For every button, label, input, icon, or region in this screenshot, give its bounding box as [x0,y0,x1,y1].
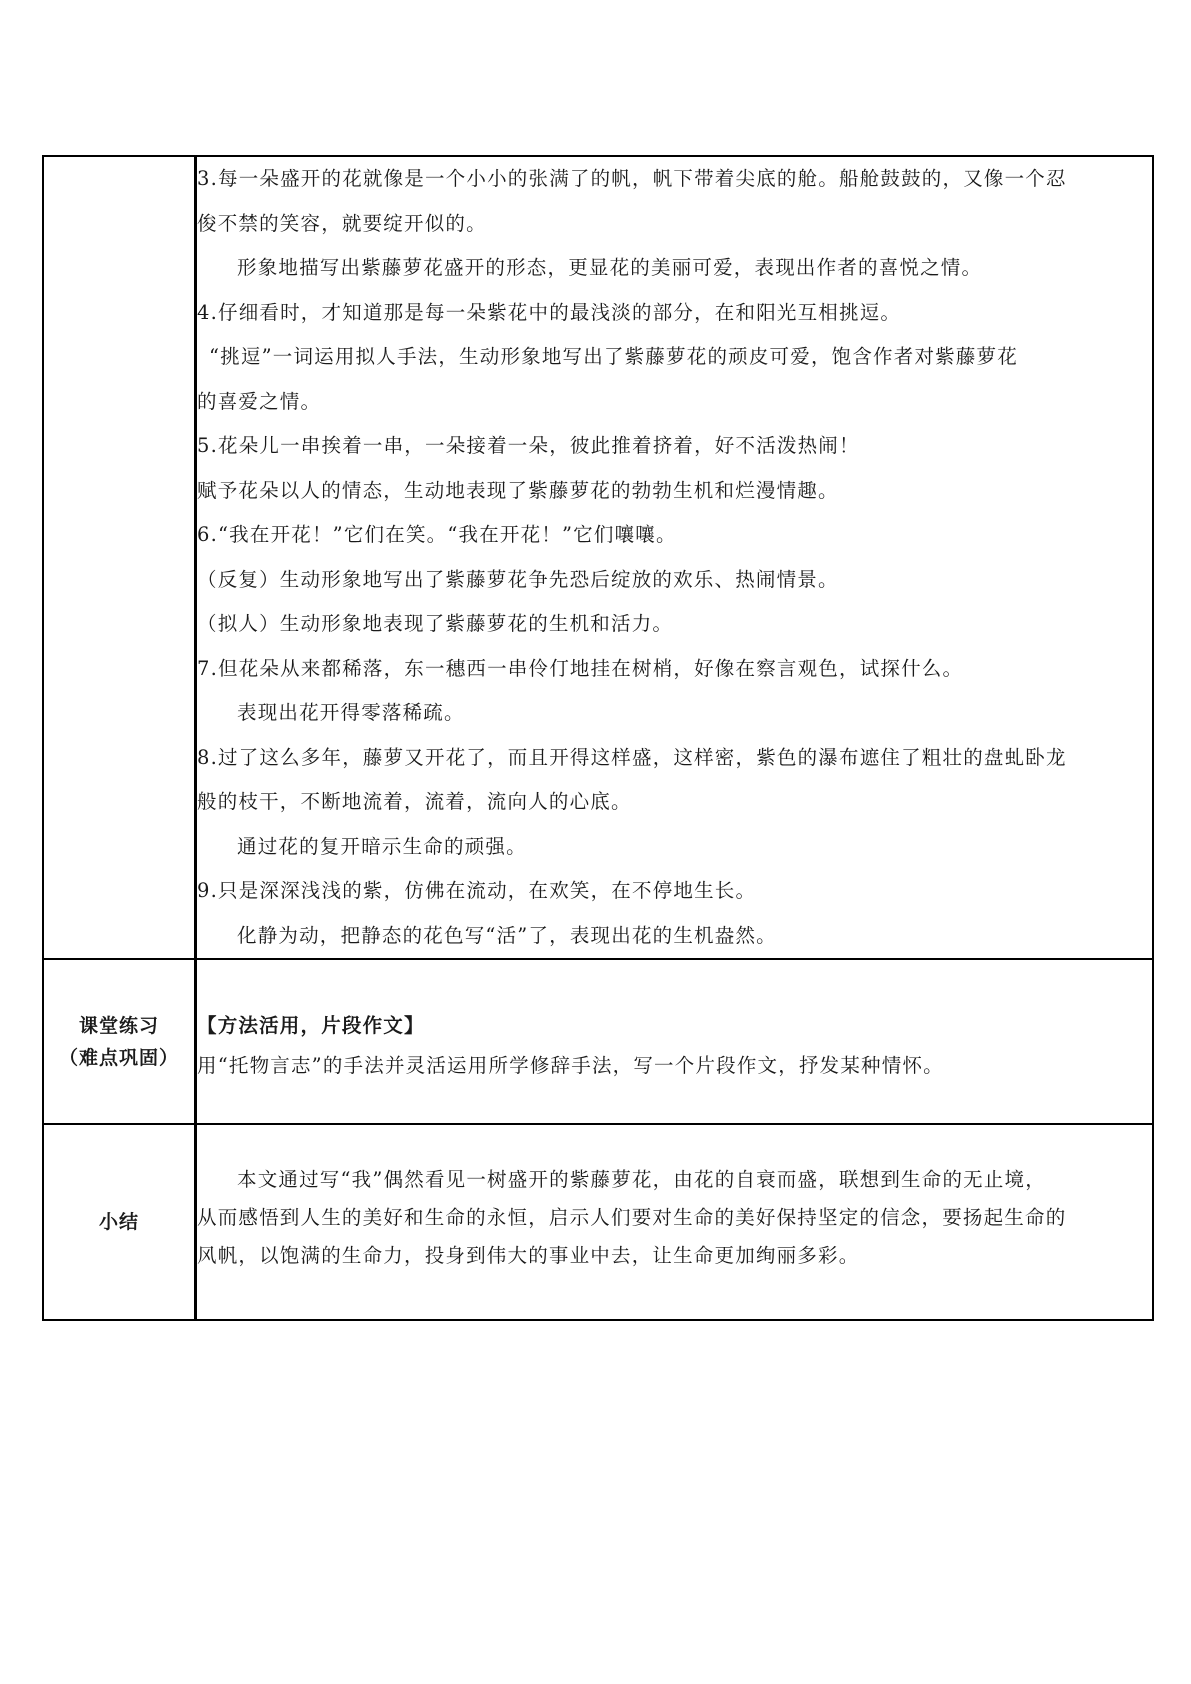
analysis-line: 赋予花朵以人的情态，生动地表现了紫藤萝花的勃勃生机和烂漫情趣。 [197,478,839,502]
analysis-line: 9.只是深深浅浅的紫，仿佛在流动，在欢笑，在不停地生长。 [197,879,757,902]
analysis-line: 3.每一朵盛开的花就像是一个小小的张满了的帆，帆下带着尖底的舱。船舱鼓鼓的，又像一个忍 [197,167,1067,190]
analysis-label-cell [43,156,196,959]
practice-row [43,959,1153,1124]
summary-content-cell [196,1124,1154,1320]
summary-lines [197,1125,1152,1275]
practice-label-line2: （难点巩固） [58,1046,179,1069]
practice-label-line1: 课堂练习 [78,1014,159,1037]
practice-heading: 【方法活用，片段作文】 [197,1014,425,1037]
analysis-line: （拟人）生动形象地表现了紫藤萝花的生机和活力。 [197,612,674,635]
analysis-line: 般的枝干，不断地流着，流着，流向人的心底。 [197,790,632,813]
analysis-line: 5.花朵儿一串挨着一串，一朵接着一朵，彼此推着挤着，好不活泼热闹！ [197,434,860,457]
analysis-lines [197,157,1152,958]
analysis-content-cell [196,156,1154,959]
analysis-line: 通过花的复开暗示生命的顽强。 [237,834,527,858]
practice-content-cell [196,959,1154,1124]
summary-line: 本文通过写“我”偶然看见一树盛开的紫藤萝花，由花的自衰而盛，联想到生命的无止境， [237,1168,1046,1191]
analysis-line: 形象地描写出紫藤萝花盛开的形态，更显花的美丽可爱，表现出作者的喜悦之情。 [237,256,983,279]
analysis-row [43,156,1153,959]
practice-body: 用“托物言志”的手法并灵活运用所学修辞手法，写一个片段作文，抒发某种情怀。 [197,1054,944,1077]
analysis-line: 表现出花开得零落稀疏。 [237,701,465,724]
analysis-line: 7.但花朵从来都稀落，东一穗西一串伶仃地挂在树梢，好像在察言观色，试探什么。 [197,656,964,680]
analysis-line: 6.“我在开花！”它们在笑。“我在开花！”它们嚷嚷。 [197,523,677,546]
analysis-line: “挑逗”一词运用拟人手法，生动形象地写出了紫藤萝花的顽皮可爱，饱含作者对紫藤萝花 [209,345,1018,368]
analysis-line: 俊不禁的笑容，就要绽开似的。 [197,211,487,235]
summary-label-cell [43,1124,196,1320]
practice-label-cell [43,959,196,1124]
lesson-table [42,155,1154,1321]
summary-row [43,1124,1153,1320]
summary-line: 风帆，以饱满的生命力，投身到伟大的事业中去，让生命更加绚丽多彩。 [197,1244,860,1267]
analysis-line: 化静为动，把静态的花色写“活”了，表现出花的生机盎然。 [237,923,777,947]
analysis-line: 8.过了这么多年，藤萝又开花了，而且开得这样盛，这样密，紫色的瀑布遮住了粗壮的盘虬卧龙 [197,745,1067,769]
analysis-line: （反复）生动形象地写出了紫藤萝花争先恐后绽放的欢乐、热闹情景。 [197,567,839,591]
analysis-line: 4.仔细看时，才知道那是每一朵紫花中的最浅淡的部分，在和阳光互相挑逗。 [197,300,902,324]
summary-line: 从而感悟到人生的美好和生命的永恒，启示人们要对生命的美好保持坚定的信念，要扬起生命的 [197,1206,1067,1229]
summary-label: 小结 [98,1211,139,1233]
analysis-line: 的喜爱之情。 [197,389,322,413]
